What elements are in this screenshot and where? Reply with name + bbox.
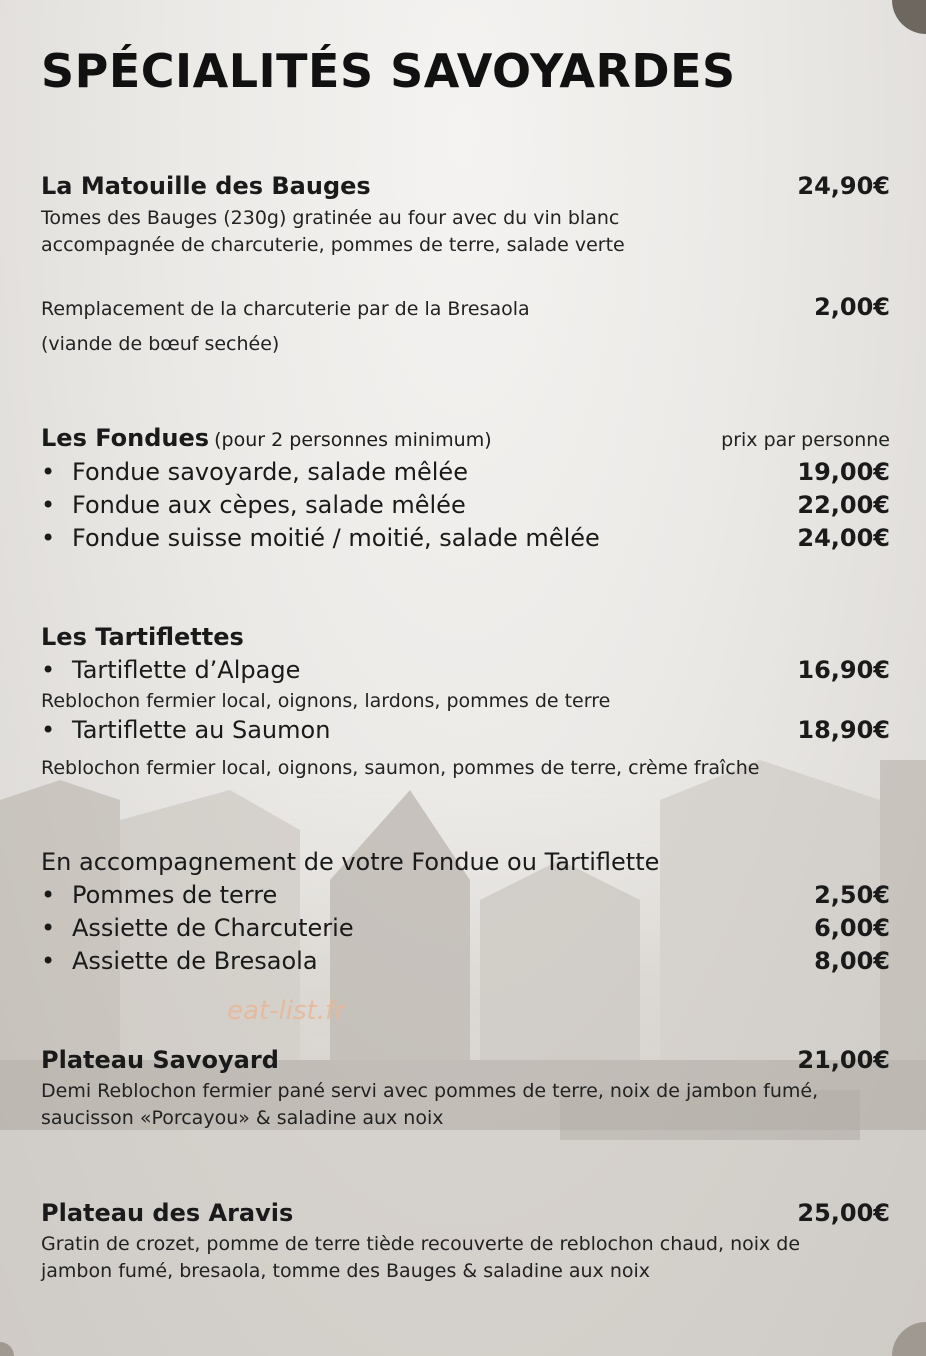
item-price: 2,50€ bbox=[814, 881, 890, 909]
price-per-person-label: prix par personne bbox=[721, 429, 890, 451]
item-description: Gratin de crozet, pomme de terre tiède recouverte de reblochon chaud, noix de bbox=[41, 1233, 801, 1255]
item-price: 25,00€ bbox=[797, 1199, 890, 1227]
bullet-icon: • bbox=[41, 491, 56, 519]
item-price: 24,00€ bbox=[797, 524, 890, 552]
section-title: Les Tartiflettes bbox=[41, 623, 244, 651]
menu-item-plateau-savoyard bbox=[41, 1046, 890, 1074]
list-item bbox=[41, 881, 890, 909]
section-title: Les Fondues bbox=[41, 424, 210, 452]
section-title: En accompagnement de votre Fondue ou Tartiflette bbox=[41, 848, 660, 876]
item-description: (viande de bœuf sechée) bbox=[41, 333, 280, 355]
item-description: accompagnée de charcuterie, pommes de terre, salade verte bbox=[41, 234, 625, 256]
item-price: 18,90€ bbox=[797, 716, 890, 744]
list-item bbox=[41, 716, 890, 744]
item-description: saucisson «Porcayou» & saladine aux noix bbox=[41, 1107, 444, 1129]
item-price: 21,00€ bbox=[797, 1046, 890, 1074]
list-item bbox=[41, 914, 890, 942]
item-name: Plateau des Aravis bbox=[41, 1199, 294, 1227]
item-price: 19,00€ bbox=[797, 458, 890, 486]
item-price: 2,00€ bbox=[814, 293, 890, 321]
bullet-icon: • bbox=[41, 881, 56, 909]
section-header-tartiflettes bbox=[41, 623, 890, 651]
item-name: Assiette de Bresaola bbox=[72, 947, 318, 975]
item-price: 6,00€ bbox=[814, 914, 890, 942]
list-item bbox=[41, 491, 890, 519]
menu-item-matouille bbox=[41, 172, 890, 200]
menu-item-plateau-aravis bbox=[41, 1199, 890, 1227]
item-name: Fondue suisse moitié / moitié, salade mêlée bbox=[72, 524, 600, 552]
bullet-icon: • bbox=[41, 914, 56, 942]
list-item bbox=[41, 524, 890, 552]
item-price: 8,00€ bbox=[814, 947, 890, 975]
item-description: Tomes des Bauges (230g) gratinée au four avec du vin blanc bbox=[41, 207, 620, 229]
item-description: jambon fumé, bresaola, tomme des Bauges & saladine aux noix bbox=[41, 1260, 651, 1282]
item-name: Tartiflette d’Alpage bbox=[72, 656, 301, 684]
bullet-icon: • bbox=[41, 458, 56, 486]
item-name: Plateau Savoyard bbox=[41, 1046, 279, 1074]
item-name: Pommes de terre bbox=[72, 881, 278, 909]
page-corner bbox=[892, 0, 926, 34]
item-name: Tartiflette au Saumon bbox=[72, 716, 331, 744]
item-price: 16,90€ bbox=[797, 656, 890, 684]
list-item bbox=[41, 458, 890, 486]
item-name: La Matouille des Bauges bbox=[41, 172, 371, 200]
bullet-icon: • bbox=[41, 947, 56, 975]
item-name: Fondue aux cèpes, salade mêlée bbox=[72, 491, 466, 519]
item-name: Fondue savoyarde, salade mêlée bbox=[72, 458, 468, 486]
bullet-icon: • bbox=[41, 716, 56, 744]
item-description: Reblochon fermier local, oignons, lardons, pommes de terre bbox=[41, 690, 611, 712]
item-price: 22,00€ bbox=[797, 491, 890, 519]
bullet-icon: • bbox=[41, 656, 56, 684]
page-title: SPÉCIALITÉS SAVOYARDES bbox=[41, 44, 736, 98]
bullet-icon: • bbox=[41, 524, 56, 552]
item-name: Assiette de Charcuterie bbox=[72, 914, 354, 942]
item-description: Reblochon fermier local, oignons, saumon, pommes de terre, crème fraîche bbox=[41, 757, 760, 779]
item-name: Remplacement de la charcuterie par de la Bresaola bbox=[41, 298, 530, 320]
list-item bbox=[41, 947, 890, 975]
item-description: Demi Reblochon fermier pané servi avec pommes de terre, noix de jambon fumé, bbox=[41, 1080, 819, 1102]
list-item bbox=[41, 656, 890, 684]
section-note: (pour 2 personnes minimum) bbox=[214, 429, 492, 451]
section-header-fondues bbox=[41, 424, 890, 452]
watermark: eat-list.fr bbox=[227, 996, 345, 1026]
menu-item-remplacement bbox=[41, 293, 890, 323]
item-price: 24,90€ bbox=[797, 172, 890, 200]
